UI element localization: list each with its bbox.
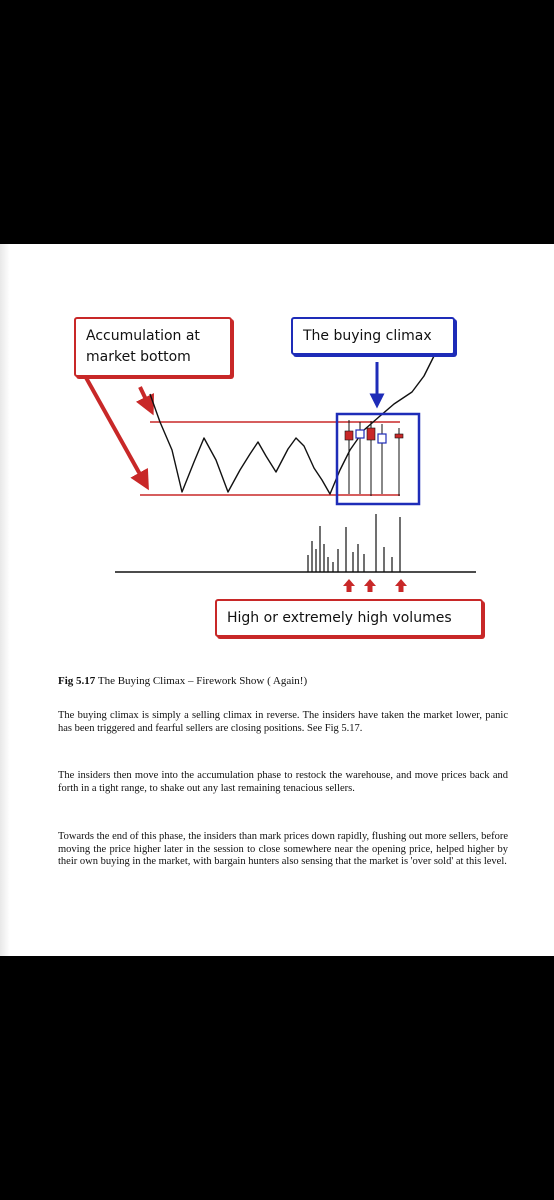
body-paragraph-1: The buying climax is simply a selling climax in reverse. The insiders have taken the market lower, panic has been triggered and fearful sellers are closing positions. See Fig 5.17. (58, 710, 508, 734)
accumulation-arrow-short (140, 387, 151, 410)
accumulation-callout-text: Accumulation at market bottom (86, 328, 200, 365)
accumulation-arrow-long (84, 374, 146, 485)
body-paragraph-2: The insiders then move into the accumulation phase to restock the warehouse, and move prices back and forth in a tight range, to shake out any last remaining tenacious sellers. (58, 770, 508, 794)
buying-climax-callout-text: The buying climax (303, 328, 432, 344)
figure-number: Fig 5.17 (58, 675, 96, 687)
volume-bars (308, 514, 400, 572)
figure-caption-text: The Buying Climax – Firework Show ( Again!) (97, 675, 308, 687)
body-paragraph-3: Towards the end of this phase, the insiders than mark prices down rapidly, flushing out more sellers, before moving the price higher later in the session to close somewhere near the opening price, helped higher by their own buying in the market, with bargain hunters also sensing that the market is 'over sold' at this level. (58, 831, 508, 868)
volumes-callout-text: High or extremely high volumes (227, 610, 452, 626)
accumulation-callout (74, 317, 232, 377)
candlesticks (345, 420, 403, 496)
document-page (0, 244, 554, 956)
buying-climax-callout (291, 317, 455, 355)
volumes-callout (215, 599, 483, 637)
volume-up-arrows (343, 579, 407, 592)
figure-caption (58, 675, 307, 687)
